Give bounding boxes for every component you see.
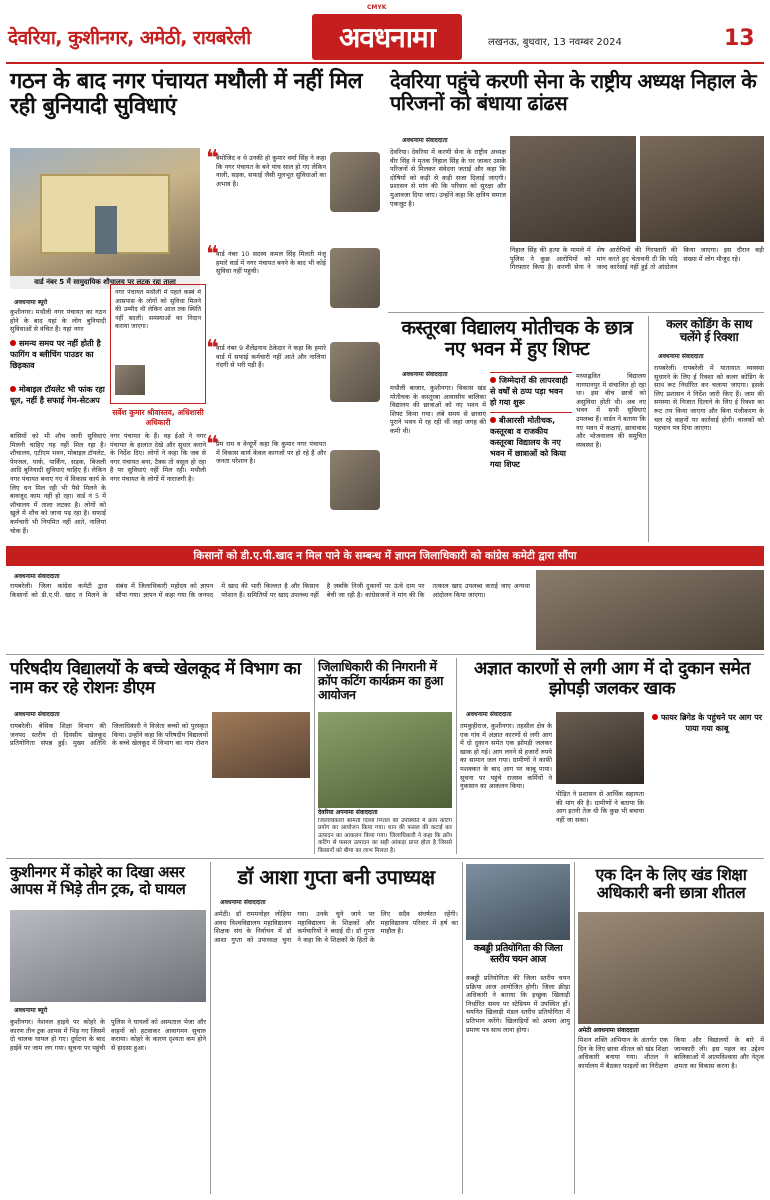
dateline: लखनऊ, बुधवार, 13 नवम्बर 2024 <box>488 37 622 48</box>
person-photo <box>330 450 380 510</box>
person-photo <box>330 248 380 308</box>
story2-photo-1 <box>510 136 636 242</box>
story8-body: तमकुहीराज, कुशीनगर। तहसील क्षेत्र के एक गांव में अज्ञात कारणों से लगी आग में दो दुकान समेत एक झोपड़ी जलकर खाक हो गई। आग लगने से हजारों रुपये का सामान जल गया। ग्रामीणों ने काफी मशक्कत के बाद आग पर काबू पाया। सूचना पर पहुंचे राजस्व कर्मियों ने नुकसान का आकलन किया। <box>460 722 552 791</box>
quote-mark-icon: ❝ <box>206 432 219 457</box>
toilet-door <box>95 206 117 254</box>
story1-bullet-2 <box>10 384 106 406</box>
masthead-logo <box>312 14 462 60</box>
story1-quote-text: नगर पंचायत मथौली में पहले कस्बे में आसपास के लोगों को सुविधा मिलने की उम्मीद थी लेकिन आज तक स्थिति नहीं बदली। समस्याओं का निदान कराया जाएगा। <box>115 289 201 331</box>
story3-body2: मध्याह्नवित विद्यालय नागपानपुर में संचालित हो रहा था। इस बीच छात्रों को असुविधा होती थी। अब नए भवन में सभी सुविधाएं उपलब्ध हैं। वार्डन ने बताया कि नए भवन में कक्षाएं, छात्रावास और भोजनालय की समुचित व्यवस्था है। <box>576 372 646 449</box>
story2-photo-2 <box>640 136 764 242</box>
quote-item <box>206 338 382 426</box>
story7-photo <box>318 712 452 808</box>
quote-item <box>206 434 382 534</box>
bullet-dot-icon <box>652 714 658 720</box>
divider <box>314 658 315 854</box>
quote-item <box>206 244 382 332</box>
story8-bullet <box>650 712 764 734</box>
bullet-dot-icon <box>10 340 16 346</box>
story11-body: कबड्डी प्रतियोगिता की जिला स्तरीय चयन प्रक्रिया आज आयोजित होगी। जिला क्रीड़ा अधिकारी ने बताया कि इच्छुक खिलाड़ी निर्धारित समय पर स्टेडियम में उपस्थित हों। चयनित खिलाड़ी मंडल स्तरीय प्रतियोगिता में प्रतिभाग करेंगे। खिलाड़ियों को अपना आयु प्रमाण पत्र साथ लाना होगा। <box>466 974 570 1034</box>
story3-headline: कस्तूरबा विद्यालय मोतीचक के छात्र नए भवन में हुए शिफ्ट <box>401 317 633 361</box>
story1-bullet-1 <box>10 338 106 371</box>
story3-bullet-text: जिम्मेदारों की लापरवाही से वर्षों से ठप्प पड़ा भवन हो गया शुरू <box>490 376 568 407</box>
divider <box>6 654 764 655</box>
story6-body: रायबरेली। बेसिक शिक्षा विभाग की जनपद स्तरीय दो दिवसीय खेलकूद प्रतियोगिता संपन्न हुई। मुख्य अतिथि जिलाधिकारी ने विजेता बच्चों को पुरस्कृत किया। उन्होंने कहा कि परिषदीय विद्यालयों के बच्चे खेलकूद में विभाग का नाम रोशन <box>10 722 208 748</box>
story6-headline: परिषदीय विद्यालयों के बच्चे खेलकूद में विभाग का नाम कर रहे रोशनः डीएम <box>10 659 301 699</box>
logo-text: अवधनामा <box>339 21 435 54</box>
section-title: देवरिया, कुशीनगर, अमेठी, रायबरेली <box>8 27 251 49</box>
congress-banner <box>6 546 764 566</box>
quote-mark-icon: ❝ <box>206 242 219 267</box>
story1-body3: नगर पंचायत के हैं। वह ईओ ने नगर पंचायत के हालात देखे और सुधार कराने के निर्देश दिए। लोगों ने कहा कि जब से नगर पंचायत बना, टैक्स तो वसूल हो रहा है पर सुविधाएं नहीं मिल रही। मथौली नगर पंचायत के लोगों में नाराजगी है। <box>110 432 206 483</box>
story1-bullet-text: समन्य समय पर नहीं होती है फागिंग व ब्लीचिंग पाउडर का छिड़काव <box>10 339 101 370</box>
story7-body: जिलाधिकारी श्रीमती दिव्या मित्तल की उपस्थिति में क्रॉप कटिंग प्रयोग का आयोजन किया गया। धान की फसल की कटाई कर उत्पादन का आकलन किया गया। जिलाधिकारी ने कहा कि क्रॉप कटिंग से फसल उत्पादन का सही आंकड़ा प्राप्त होता है जिससे किसानों को बीमा का लाभ मिलता है। <box>318 818 452 854</box>
story9-body: कुशीनगर। नेशनल हाइवे पर कोहरे के कारण तीन ट्रक आपस में भिड़ गए जिसमें दो चालक घायल हो गए। दुर्घटना के बाद हाईवे पर जाम लग गया। सूचना पर पहुंची पुलिस ने घायलों को अस्पताल भेजा और वाहनों को हटवाकर आवागमन सुचारु कराया। कोहरे के कारण दृश्यता कम होने से हादसा हुआ। <box>10 1018 206 1052</box>
story5-body: रायबरेली। जिला कांग्रेस कमेटी द्वारा किसानों को डी.ए.पी. खाद न मिलने के संबंध में जिलाधिकारी महोदय को ज्ञापन सौंपा गया। ज्ञापन में कहा गया कि जनपद में खाद की भारी किल्लत है और किसान परेशान हैं। समितियों पर खाद उपलब्ध नहीं है जबकि निजी दुकानों पर ऊंचे दाम पर बेची जा रही है। कांग्रेसजनों ने मांग की कि तत्काल खाद उपलब्ध कराई जाए अन्यथा आंदोलन किया जाएगा। <box>10 582 530 599</box>
story1-quotes-panel <box>206 148 382 540</box>
divider <box>6 858 764 859</box>
story7-headline: जिलाधिकारी की निगरानी में क्रॉप कटिंग कार्यक्रम का हुआ आयोजन <box>318 659 443 702</box>
story6-byline: अवधनामा संवाददाता <box>14 711 60 718</box>
story8-body2: पीड़ित ने प्रशासन से आर्थिक सहायता की मांग की है। ग्रामीणों ने बताया कि आग इतनी तेज थी कि कुछ भी बचाया नहीं जा सका। <box>556 790 644 824</box>
story1-quote-signature: सर्वेश कुमार श्रीवास्तव, अधिशासी अधिकारी <box>112 408 204 427</box>
bullet-dot-icon <box>10 386 16 392</box>
story10-headline: डॉ आशा गुप्ता बनी उपाध्यक्ष <box>237 865 435 889</box>
story1-headline: गठन के बाद नगर पंचायत मथौली में नहीं मिल रही बुनियादी सुविधाएं <box>10 69 363 119</box>
story1-bullet-text: मोबाइल टॉयलेट भी फांक रहा धूल, नहीं है सफाई गेम-सेटअप <box>10 385 105 405</box>
story12-headline: एक दिन के लिए खंड शिक्षा अधिकारी बनी छात्रा शीतल <box>595 865 747 902</box>
story3-bullets <box>490 372 572 470</box>
officer-photo <box>115 365 145 395</box>
story8-byline: अवधनामा संवाददाता <box>466 711 512 718</box>
quote-mark-icon: ❝ <box>206 336 219 361</box>
story10-body: अमेठी। डॉ राममनोहर लोहिया अवध विश्वविद्यालय महाविद्यालय शिक्षक संघ के निर्वाचन में डॉ आशा गुप्ता को उपाध्यक्ष चुना गया। उनके चुने जाने पर महाविद्यालय के शिक्षकों और कर्मचारियों ने बधाई दी। डॉ गुप्ता ने कहा कि वे शिक्षकों के हितों के लिए सदैव संघर्षरत रहेंगी। महाविद्यालय परिवार में हर्ष का माहौल है। <box>214 910 458 944</box>
story1-quote-box <box>110 284 206 404</box>
quote-text: प्रेम राम व वेन्दूर्णे कहा कि कुमार नगर पंचायत में विकास कार्य केवल कागजों पर हो रहे हैं और जनता परेशान है। <box>216 440 326 466</box>
divider <box>462 862 463 1194</box>
story4-byline: अवधनामा संवाददाता <box>658 353 704 360</box>
story7-photo-caption: देवरिया अपनामा संवाददाता <box>318 809 378 816</box>
story10-byline: अवधनामा संवाददाता <box>220 899 266 906</box>
story3-bullet-1 <box>490 372 572 408</box>
story1-photo <box>10 148 200 276</box>
story3-body: मथौली बाजार, कुशीनगर। विकास खंड मोतीचक के कस्तूरबा आवासीय बालिका विद्यालय की छात्राओं को नए भवन में शिफ्ट किया गया। लंबे समय से छात्राएं पुराने भवन में रह रही थीं जहां जगह की कमी थी। <box>390 384 486 435</box>
story2-body: देवरिया। देवरिया में करणी सेना के राष्ट्रीय अध्यक्ष वीर सिंह ने मृतक निहाल सिंह के घर जाकर उसके परिजनों से मिलकर संवेदना जताई और कहा कि दोषियों को कड़ी से कड़ी सजा दिलाई जाएगी। प्रशासन से मांग की कि परिवार को सुरक्षा और मुआवजा दिया जाए। उन्होंने कहा कि क्षत्रिय समाज एकजुट है। <box>390 148 506 208</box>
story8-bullet-text: फायर ब्रिगेड के पहुंचने पर आग पर पाया गया काबू <box>660 713 763 733</box>
cmyk-mark: CMYK <box>367 4 387 11</box>
person-photo <box>330 152 380 212</box>
story4-body: रायबरेली। रायबरेली में यातायात व्यवस्था सुधारने के लिए ई रिक्शा को कलर कोडिंग के साथ रूट निर्धारित कर चलाया जाएगा। इसके लिए प्रशासन ने निर्देश जारी किए हैं। जाम की समस्या से निजात दिलाने के लिए ई रिक्शा का रूट तय किया जाएगा और बिना पंजीकरण के चल रहे वाहनों पर कार्रवाई होगी। चालकों को पहचान पत्र दिया जाएगा। <box>654 364 764 433</box>
story2-headline: देवरिया पहुंचे करणी सेना के राष्ट्रीय अध्यक्ष निहाल के परिजनों को बंधाया ढांढस <box>390 69 757 116</box>
quote-text: वार्ड नंबर 10 सदस्य कमल सिंह मिलती मंजू हमारे वार्ड में नगर पंचायत बनने के बाद भी कोई सुविधा नहीं पहुंची। <box>216 250 326 276</box>
quote-text: बेमोजिद व थे उनकी हो कुमार वर्मा सिंह ने कहा कि नगर पंचायत के बने पांच साल हो गए लेकिन नाली, सड़क, सफाई जैसी मूलभूत सुविधाओं का अभाव है। <box>216 154 326 188</box>
story9-headline: कुशीनगर में कोहरे का दिखा असर आपस में भिड़े तीन ट्रक, दो घायल <box>10 863 186 898</box>
story5-photo <box>536 570 764 650</box>
story12-body: मिशन शक्ति अभियान के अंतर्गत एक दिन के लिए छात्रा शीतल को खंड शिक्षा अधिकारी बनाया गया। शीतल ने कार्यालय में बैठकर फाइलों का निरीक्षण किया और विद्यालयों के बारे में जानकारी ली। इस पहल का उद्देश्य बालिकाओं में आत्मविश्वास और नेतृत्व क्षमता का विकास करना है। <box>578 1036 764 1070</box>
story1-photo-caption: वार्ड नंबर 5 में सामुदायिक शौचालय पर लटक रहा ताला <box>10 276 200 289</box>
story3-bullet-2 <box>490 412 572 470</box>
divider <box>210 862 211 1194</box>
story3-byline: अवधनामा संवाददाता <box>402 371 448 378</box>
story4-headline: कलर कोडिंग के साथ चलेंगे ई रिक्शा <box>666 317 752 345</box>
person-photo <box>330 342 380 402</box>
story3-bullet-text: बीआरसी मोतीचक, कस्तूरबा व राजकीय कस्तूरबा विद्यालय के नए भवन में छात्राओं को किया गया शिफ्ट <box>490 416 566 469</box>
story5-byline: अवधनामा संवाददाता <box>14 573 60 580</box>
story11-headline: कबड्डी प्रतियोगिता की जिला स्तरीय चयन आज <box>473 943 563 965</box>
quote-text: वार्ड नंबर 9 शैलेंद्रनाथ ठेकेदार ने कहा कि हमारे वार्ड में सफाई कर्मचारी नहीं आते और नालियां गंदगी से भरी पड़ी हैं। <box>216 344 326 370</box>
story6-photo <box>212 712 310 778</box>
story1-body2: बासियों को भी शौच जानी सुविधाएं मिलनी चाहिए यह नहीं मिल रहा है। शौचालय, एटीएम भवन, मोबाइल टॉयलेट, पेयजल, पार्क, पार्किंग, सड़क, बिजली आदि बुनियादी सुविधाएं चाहिए हैं। लेकिन नगर पंचायत बनाए गए थे विकास कार्य के लिए धन मिल रही भी पैसे मिलने के बावजूद काम नहीं हो रहा। वार्ड नं 5 में शौचालय में ताला लटका है। लोगों को खुले में शौच को जाना पड़ रहा है। सफाई कर्मचारी भी नियमित नहीं आते, नालियां चोक हैं। <box>10 432 106 535</box>
banner-text: किसानों को डी.ए.पी.खाद न मिल पाने के सम्बन्ध में ज्ञापन जिलाधिकारी को कांग्रेस कमेटी द्वारा सौंपा <box>193 550 577 562</box>
story11-photo <box>466 864 570 940</box>
story2-byline: अवधनामा संवाददाता <box>402 137 448 144</box>
story12-photo <box>578 912 764 1024</box>
divider <box>648 316 649 542</box>
story12-photo-caption: अमेठी अवधनामा संवाददाता <box>578 1027 639 1034</box>
story1-byline: अवधनामा ब्यूरो <box>14 299 48 306</box>
bullet-dot-icon <box>490 377 496 383</box>
quote-mark-icon: ❝ <box>206 146 219 171</box>
bullet-dot-icon <box>490 417 496 423</box>
story9-byline: अवधनामा ब्यूरो <box>14 1007 48 1014</box>
story2-body2: निहाल सिंह की हत्या के मामले में पुलिस ने कुछ आरोपियों को गिरफ्तार किया है। करणी सेना ने शेष आरोपियों की गिरफ्तारी की मांग करते हुए चेतावनी दी कि यदि जल्द कार्रवाई नहीं हुई तो आंदोलन किया जाएगा। इस दौरान बड़ी संख्या में लोग मौजूद रहे। <box>510 246 764 272</box>
story1-body: कुशीनगर। मथौली नगर पंचायत का गठन होने के बाद यहां के लोग बुनियादी सुविधाओं से वंचित हैं। यहां नगर <box>10 308 106 334</box>
divider <box>388 312 764 313</box>
story8-headline: अज्ञात कारणों से लगी आग में दो दुकान समेत झोपड़ी जलकर खाक <box>473 659 750 699</box>
masthead-rule <box>6 62 764 64</box>
page-number: 13 <box>724 26 755 51</box>
divider <box>574 862 575 1194</box>
divider <box>456 658 457 854</box>
story8-photo <box>556 712 644 784</box>
story9-photo <box>10 910 206 1002</box>
quote-item <box>206 148 382 236</box>
